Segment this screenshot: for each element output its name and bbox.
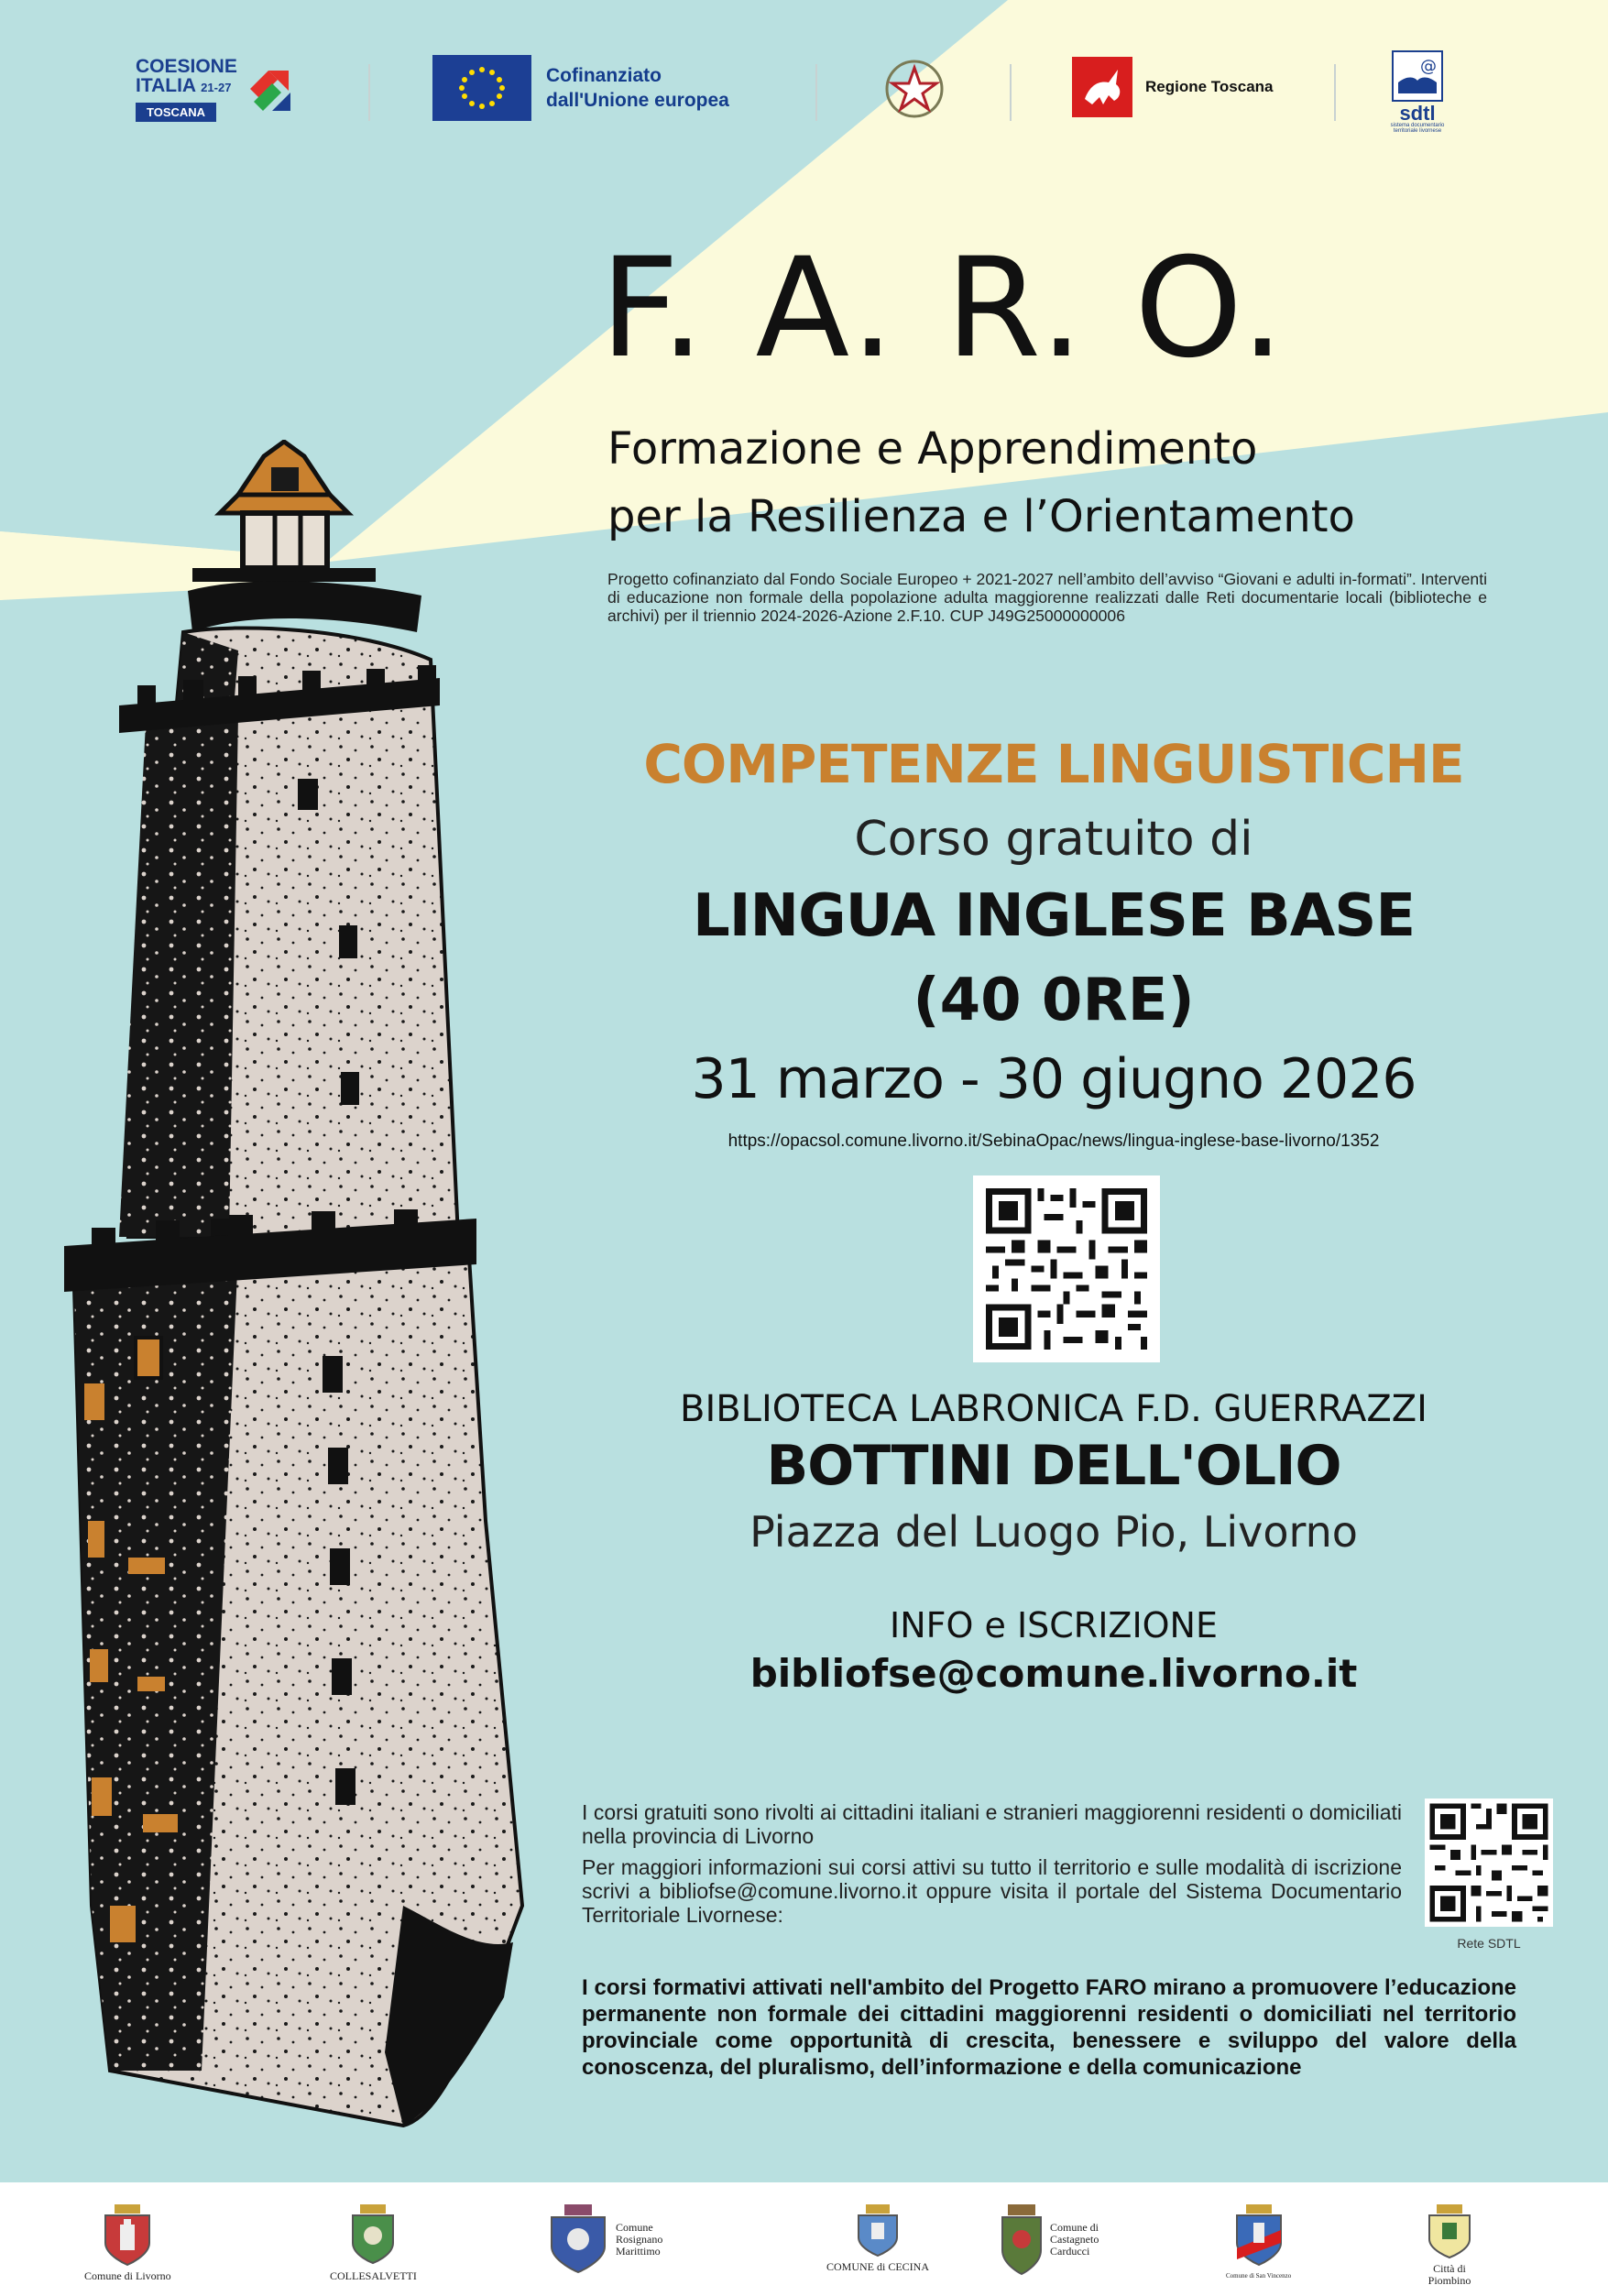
venue-library: BIBLIOTECA LABRONICA F.D. GUERRAZZI	[680, 1388, 1428, 1430]
venue-name: BOTTINI DELL'OLIO	[766, 1434, 1341, 1498]
republic-emblem-icon	[882, 57, 946, 121]
sdtl-book-icon	[1389, 48, 1446, 104]
piombino-crest-icon	[1424, 2203, 1475, 2259]
footer-logo-rosignano: Comune Rosignano Marittimo	[546, 2203, 698, 2276]
course-name: LINGUA INGLESE BASE	[692, 882, 1416, 950]
course-type: Corso gratuito di	[854, 812, 1253, 867]
footer-logo-piombino: Città di Piombino	[1422, 2203, 1477, 2287]
municipality-logos-footer	[0, 2182, 1608, 2296]
project-title: F. A. R. O.	[600, 229, 1288, 388]
italian-republic-emblem	[882, 57, 946, 121]
svg-text:@: @	[1420, 57, 1437, 76]
san-vincenzo-crest-icon	[1230, 2203, 1288, 2267]
collesalvetti-crest-icon	[347, 2203, 399, 2267]
lighthouse-illustration	[55, 440, 531, 2135]
footer-logo-castagneto: Comune di Castagneto Carducci	[999, 2203, 1132, 2276]
venue-address: Piazza del Luogo Pio, Livorno	[749, 1507, 1358, 1557]
footer-logo-cecina: COMUNE di CECINA	[826, 2203, 929, 2273]
coesione-arrows-icon	[241, 61, 298, 118]
info-label: INFO e ISCRIZIONE	[890, 1605, 1218, 1645]
coesione-italia-logo: COESIONE ITALIA 21-27 TOSCANA	[136, 57, 298, 122]
eu-flag-icon	[432, 55, 531, 121]
logo-divider	[368, 64, 370, 121]
logo-divider	[1334, 64, 1336, 121]
sdtl-qr-code-icon[interactable]	[1425, 1799, 1553, 1927]
sdtl-logo: @ sdtl sistema documentario territoriale livornese	[1385, 48, 1449, 134]
footer-logo-collesalvetti: COLLESALVETTI	[330, 2203, 417, 2282]
logo-divider	[1010, 64, 1012, 121]
footer-logo-livorno: Comune di Livorno	[84, 2203, 171, 2282]
project-subtitle-line1: Formazione e Apprendimento	[607, 423, 1258, 475]
eligibility-text: I corsi gratuiti sono rivolti ai cittadini italiani e stranieri maggiorenni residenti o domiciliati nella provincia di Livorno	[582, 1800, 1402, 1848]
course-dates: 31 marzo - 30 giugno 2026	[691, 1047, 1417, 1111]
course-qr-code-icon[interactable]	[973, 1175, 1160, 1362]
info-email-link[interactable]: bibliofse@comune.livorno.it	[749, 1651, 1358, 1696]
livorno-crest-icon	[98, 2203, 157, 2267]
eligibility-notes	[582, 1800, 1402, 1934]
course-category: COMPETENZE LINGUISTICHE	[643, 733, 1464, 795]
eu-cofinanced-logo: Cofinanziato dall'Unione europea	[432, 55, 729, 121]
logo-divider	[815, 64, 817, 121]
rosignano-crest-icon	[546, 2203, 610, 2276]
regione-toscana-logo: Regione Toscana	[1072, 57, 1274, 117]
course-hours: (40 0RE)	[913, 967, 1195, 1034]
faro-description: I corsi formativi attivati nell'ambito del Progetto FARO mirano a promuovere l’educazione permanente non formale dei cittadini maggiorenni residenti o domiciliati nel territorio provinciale come opportunità di crescita, benessere e sviluppo del valore della conoscenza, del pluralismo, dell’informazione e della comunicazione	[582, 1975, 1516, 2080]
sdtl-qr-label: Rete SDTL	[1457, 1936, 1521, 1951]
cecina-crest-icon	[855, 2203, 901, 2258]
course-link[interactable]: https://opacsol.comune.livorno.it/SebinaOpac/news/lingua-inglese-base-livorno/1352	[727, 1132, 1380, 1151]
castagneto-crest-icon	[999, 2203, 1045, 2276]
project-description: Progetto cofinanziato dal Fondo Sociale Europeo + 2021-2027 nell’ambito dell’avviso “Giovani e adulti in-formati”. Interventi di educazione non formale della popolazione adulta maggiorenne realizzati dalle Reti documentarie locali (biblioteche e archivi) per il triennio 2024-2026-Azione 2.F.10. CUP J49G25000000006	[607, 570, 1487, 625]
project-subtitle-line2: per la Resilienza e l’Orientamento	[607, 491, 1355, 542]
more-info-text: Per maggiori informazioni sui corsi attivi su tutto il territorio e sulle modalità di iscrizione scrivi a bibliofse@comune.livorno.it oppure visita il portale del Sistema Documentario Territoriale Livornese:	[582, 1855, 1402, 1927]
pegasus-icon	[1072, 57, 1132, 117]
footer-logo-san-vincenzo: Comune di San Vincenzo	[1226, 2203, 1291, 2282]
partner-logos-top	[0, 37, 1608, 137]
